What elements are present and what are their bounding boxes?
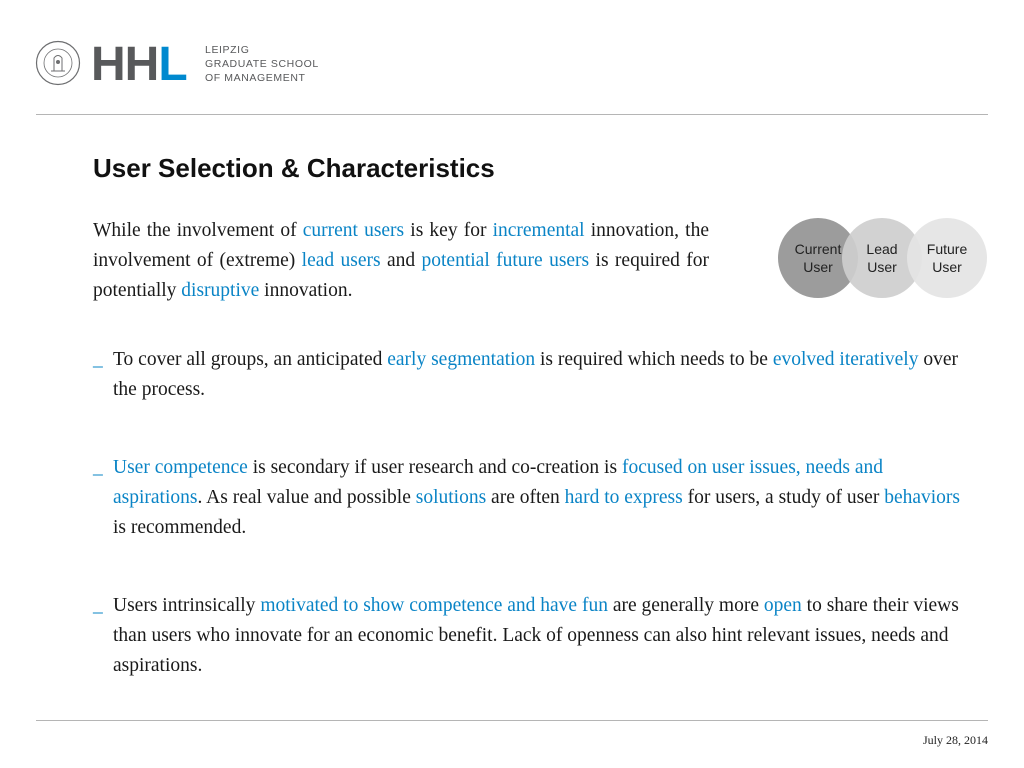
header-divider <box>36 114 988 115</box>
university-seal-icon <box>35 40 81 86</box>
school-name-line: OF MANAGEMENT <box>205 72 306 84</box>
footer-divider <box>36 720 988 721</box>
bullet-marker: _ <box>93 457 103 478</box>
current-user-circle: Current User <box>778 218 858 298</box>
bullet-item: _ User competence is secondary if user research and co-creation is focused on user issues, needs and aspirations. As real value and possible solutions are often hard to express for users, a study of user behaviors is recommended. <box>93 453 973 543</box>
bullet-item: _ Users intrinsically motivated to show competence and have fun are generally more open to share their views than users who innovate for an economic benefit. Lack of openness can also hint relevant issues, needs and aspirations. <box>93 591 973 681</box>
footer-date: July 28, 2014 <box>922 733 988 747</box>
school-name <box>205 43 319 85</box>
bullet-marker: _ <box>93 349 103 370</box>
lead-user-circle: Lead User <box>842 218 922 298</box>
school-name-line: GRADUATE SCHOOL <box>205 58 319 70</box>
future-user-circle: Future User <box>907 218 987 298</box>
intro-paragraph: While the involvement of current users is key for incremental innovation, the involvement of (extreme) lead users and potential future users is required for potentially disruptive innovation. <box>93 220 710 301</box>
user-types-diagram <box>778 218 988 300</box>
hhl-wordmark: HHL <box>91 38 187 91</box>
school-name-line: LEIPZIG <box>205 44 250 56</box>
bullet-item: _ To cover all groups, an anticipated early segmentation is required which needs to be evolved iteratively over the process. <box>93 345 973 405</box>
bullet-marker: _ <box>93 595 103 616</box>
bullet-list <box>93 345 973 729</box>
hhl-logo <box>35 38 335 90</box>
slide-title: User Selection & Characteristics <box>93 153 495 183</box>
